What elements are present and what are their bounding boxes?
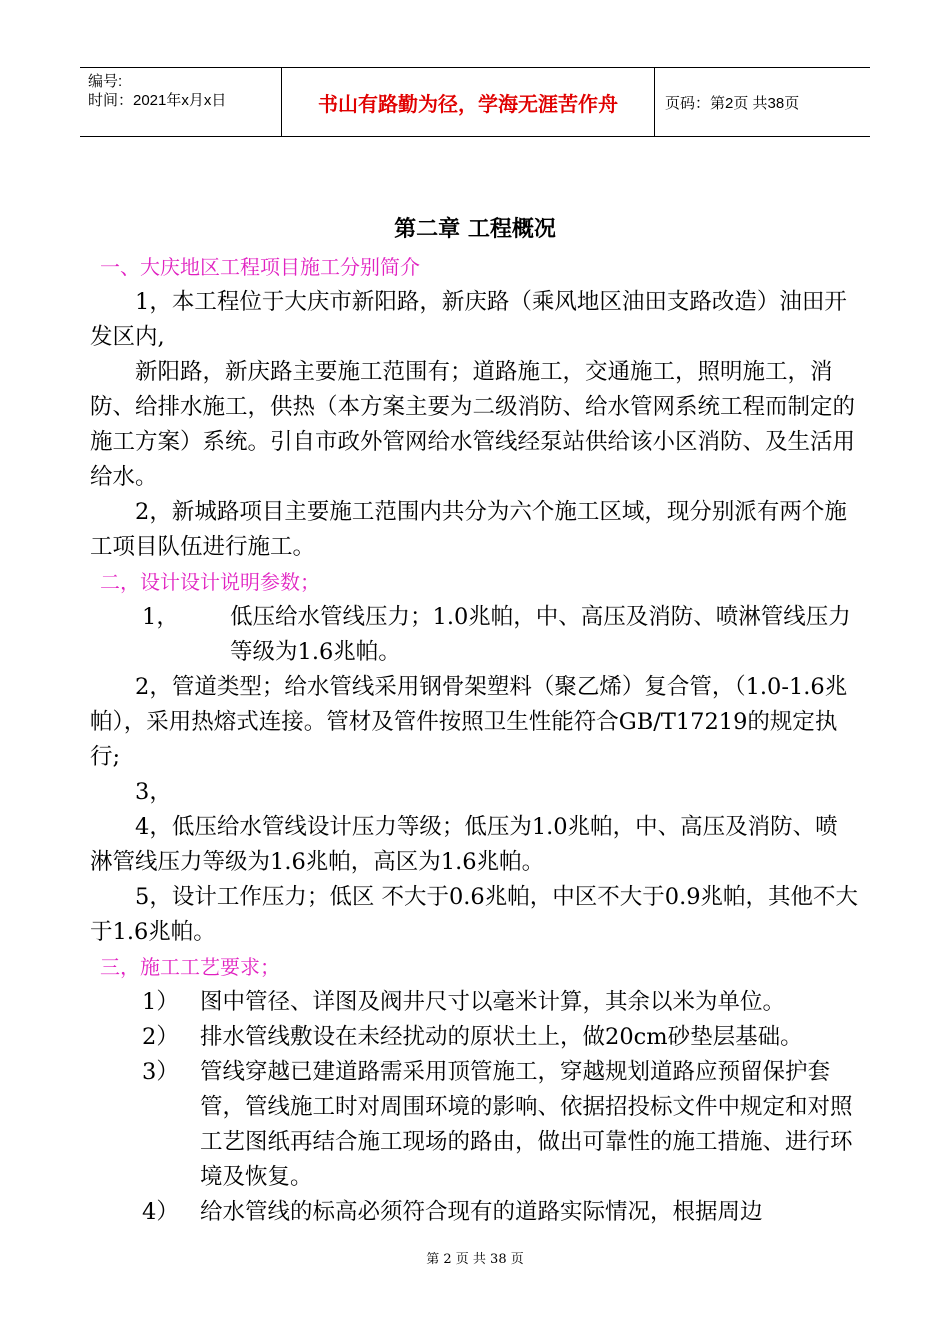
item-text: 图中管径、详图及阀井尺寸以毫米计算，其余以米为单位。 (200, 989, 786, 1015)
section-3-title: 三，施工工艺要求； (100, 955, 280, 979)
item-number: 1） (142, 989, 179, 1015)
page-footer: 第 2 页 共 38 页 (426, 1252, 524, 1267)
item-number: 1， (142, 604, 179, 630)
section-3-item (90, 985, 860, 1020)
section-3-item (90, 1055, 860, 1195)
item-text: 管线穿越已建道路需采用顶管施工，穿越规划道路应预留保护套管，管线施工时对周围环境的影响、依据招投标文件中规定和对照工艺图纸再结合施工现场的路由，做出可靠性的施工措施、进行环境及恢复。 (200, 1059, 853, 1190)
chapter-title: 第二章 工程概况 (394, 217, 556, 242)
section-3-item (90, 1195, 860, 1230)
item-text: 给水管线的标高必须符合现有的道路实际情况，根据周边 (200, 1199, 763, 1225)
section-3-item (90, 1020, 860, 1055)
item-number: 4） (142, 1199, 179, 1225)
section-1-paragraph-1: 1，本工程位于大庆市新阳路，新庆路（乘风地区油田支路改造）油田开发区内, (90, 289, 847, 350)
section-2-paragraph-5: 5，设计工作压力；低区 不大于0.6兆帕，中区不大于0.9兆帕，其他不大于1.6兆帕。 (90, 884, 859, 945)
header-meta (80, 68, 281, 136)
item-text: 排水管线敷设在未经扰动的原状土上，做20cm砂垫层基础。 (200, 1024, 803, 1050)
page-header (80, 67, 870, 137)
item-number: 3） (142, 1059, 179, 1085)
item-text: 低压给水管线压力；1.0兆帕，中、高压及消防、喷淋管线压力等级为1.6兆帕。 (230, 604, 851, 665)
section-2-item-1 (90, 600, 860, 670)
time-label: 时间：2021年x月x日 (88, 92, 227, 109)
section-1-paragraph-3: 2，新城路项目主要施工范围内共分为六个施工区域，现分别派有两个施工项目队伍进行施工。 (90, 499, 847, 560)
section-2-paragraph-4: 4，低压给水管线设计压力等级；低压为1.0兆帕，中、高压及消防、喷淋管线压力等级为1.6兆帕，高区为1.6兆帕。 (90, 814, 838, 875)
section-2-title: 二，设计设计说明参数； (100, 570, 320, 594)
header-page-info: 页码：第2页 共38页 (665, 94, 800, 112)
document-body (90, 250, 860, 1230)
section-1-paragraph-2: 新阳路，新庆路主要施工范围有；道路施工，交通施工，照明施工，消防、给排水施工，供热（本方案主要为二级消防、给水管网系统工程而制定的施工方案）系统。引自市政外管网给水管线经泵站供给该小区消防、及生活用给水。 (90, 359, 856, 490)
header-motto: 书山有路勤为径，学海无涯苦作舟 (281, 68, 655, 136)
section-2-paragraph-3: 3， (135, 779, 172, 805)
item-number: 2） (142, 1024, 179, 1050)
number-label: 编号: (88, 73, 123, 90)
section-2-paragraph-2: 2，管道类型；给水管线采用钢骨架塑料（聚乙烯）复合管，（1.0-1.6兆帕），采用热熔式连接。管材及管件按照卫生性能符合GB/T17219的规定执行; (90, 674, 848, 770)
section-1-title: 一、大庆地区工程项目施工分别简介 (100, 255, 420, 279)
